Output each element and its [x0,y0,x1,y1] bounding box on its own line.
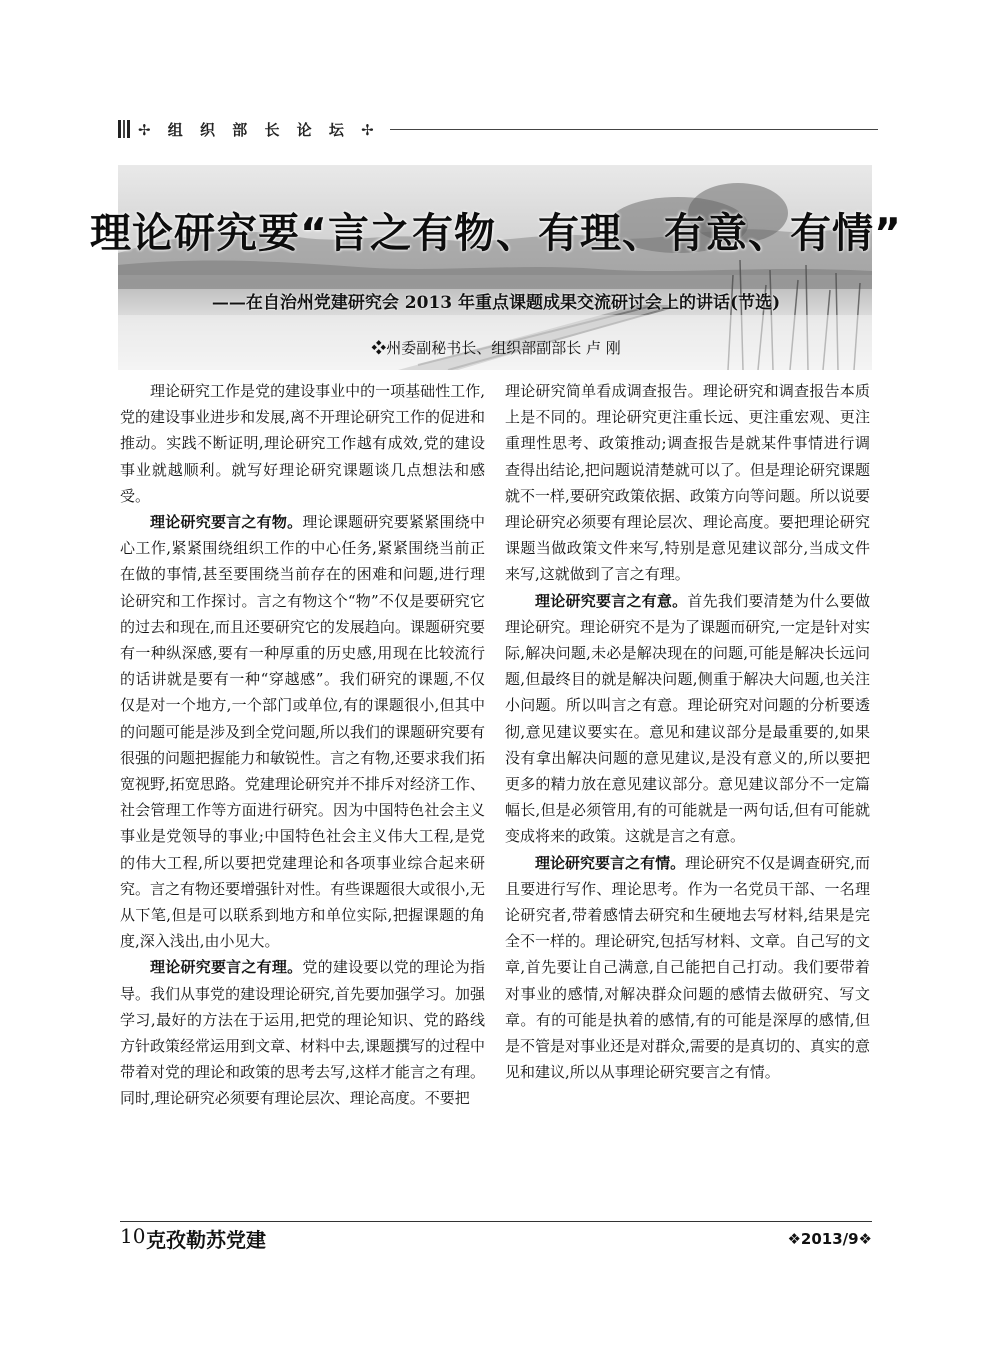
header-rule [390,129,878,130]
paragraph-heading: 理论研究要言之有意。 [535,591,688,610]
paragraph-heading: 理论研究要言之有物。 [150,513,303,532]
paragraph: 理论研究工作是党的建设事业中的一项基础性工作,党的建设事业进步和发展,离不开理论研究工作的促进和推动。实践不断证明,理论研究工作越有成效,党的建设事业就越顺利。就写好理论研究课题谈几点想法和感受。 [120,382,485,505]
text-column-right [505,378,870,1085]
paragraph-text: 理论研究不仅是调查研究,而且要进行写作、理论思考。作为一名党员干部、一名理论研究者,带着感情去研究和生硬地去写材料,结果是完全不一样的。理论研究,包括写材料、文章。自己写的文章,首先要让自己满意,自己能把自己打动。我们要带着对事业的感情,对解决群众问题的感情去做研究、写文章。有的可能是执着的感情,有的可能是深厚的感情,但是不管是对事业还是对群众,需要的是真切的、真实的意见和建议,所以从事理论研究要言之有情。 [505,853,870,1082]
footer-rule [120,1221,872,1222]
paragraph-heading: 理论研究要言之有理。 [150,958,303,977]
paragraph [120,954,485,1111]
paragraph-text: 理论课题研究要紧紧围绕中心工作,紧紧围绕组织工作的中心任务,紧紧围绕当前正在做的事情,甚至要围绕当前存在的困难和问题,进行理论研究和工作探讨。言之有物这个“物”不仅是要研究它的过去和现在,而且还要研究它的发展趋向。课题研究要有一种纵深感,要有一种厚重的历史感,用现在比较流行的话讲就是要有一种“穿越感”。我们研究的课题,不仅仅是对一个地方,一个部门或单位,有的课题很小,但其中的问题可能是涉及到全党问题,所以我们的课题研究要有很强的问题把握能力和敏锐性。言之有物,还要求我们拓宽视野,拓宽思路。党建理论研究并不排斥对经济工作、社会管理工作等方面进行研究。因为中国特色社会主义事业是党领导的事业;中国特色社会主义伟大工程,是党的伟大工程,所以要把党建理论和各项事业综合起来研究。言之有物还要增强针对性。有些课题很大或很小,无从下笔,但是可以联系到地方和单位实际,把握课题的角度,深入浅出,由小见大。 [120,513,485,951]
paragraph [120,509,485,954]
page-number: 10 [120,1224,146,1248]
issue-date: ❖2013/9❖ [787,1230,872,1248]
header-bars-icon [118,120,132,138]
article-subtitle: ——在自治州党建研究会 2013 年重点课题成果交流研讨会上的讲话(节选) [211,293,781,313]
section-header [118,118,878,140]
article-title: 理论研究要“言之有物、有理、有意、有情” [90,209,902,257]
magazine-name: 克孜勒苏党建 [146,1228,266,1252]
text-column-left [120,378,485,1112]
paragraph-text: 首先我们要清楚为什么要做理论研究。理论研究不是为了课题而研究,一定是针对实际,解决问题,未必是解决现在的问题,可能是解决长远问题,但最终目的就是解决问题,侧重于解决大问题,也关注小问题。所以叫言之有意。理论研究对问题的分析要透彻,意见建议要实在。意见和建议部分是最重要的,如果没有拿出解决问题的意见建议,是没有意义的,所以要把更多的精力放在意见建议部分。意见建议部分不一定篇幅长,但是必须管用,有的可能就是一两句话,但有可能就变成将来的政策。这就是言之有意。 [505,591,870,846]
paragraph [505,588,870,850]
paragraph [505,850,870,1086]
paragraph-heading: 理论研究要言之有情。 [535,853,686,872]
paragraph-text: 党的建设要以党的理论为指导。我们从事党的建设理论研究,首先要加强学习。加强学习,最好的方法在于运用,把党的理论知识、党的路线方针政策经常运用到文章、材料中去,课题撰写的过程中带着对党的理论和政策的思考去写,这样才能言之有理。同时,理论研究必须要有理论层次、理论高度。不要把 [120,958,485,1108]
paragraph: 理论研究简单看成调查报告。理论研究和调查报告本质上是不同的。理论研究更注重长远、更注重宏观、更注重理性思考、政策推动;调查报告是就某件事情进行调查得出结论,把问题说清楚就可以了。但是理论研究课题就不一样,要研究政策依据、政策方向等问题。所以说要理论研究必须要有理论层次、理论高度。要把理论研究课题当做政策文件来写,特别是意见建议部分,当成文件来写,这就做到了言之有理。 [505,382,870,584]
author-line: ❖州委副秘书长、组织部副部长 卢 刚 [371,339,621,357]
section-title: ✢ 组 织 部 长 论 坛 ✢ [138,120,380,139]
